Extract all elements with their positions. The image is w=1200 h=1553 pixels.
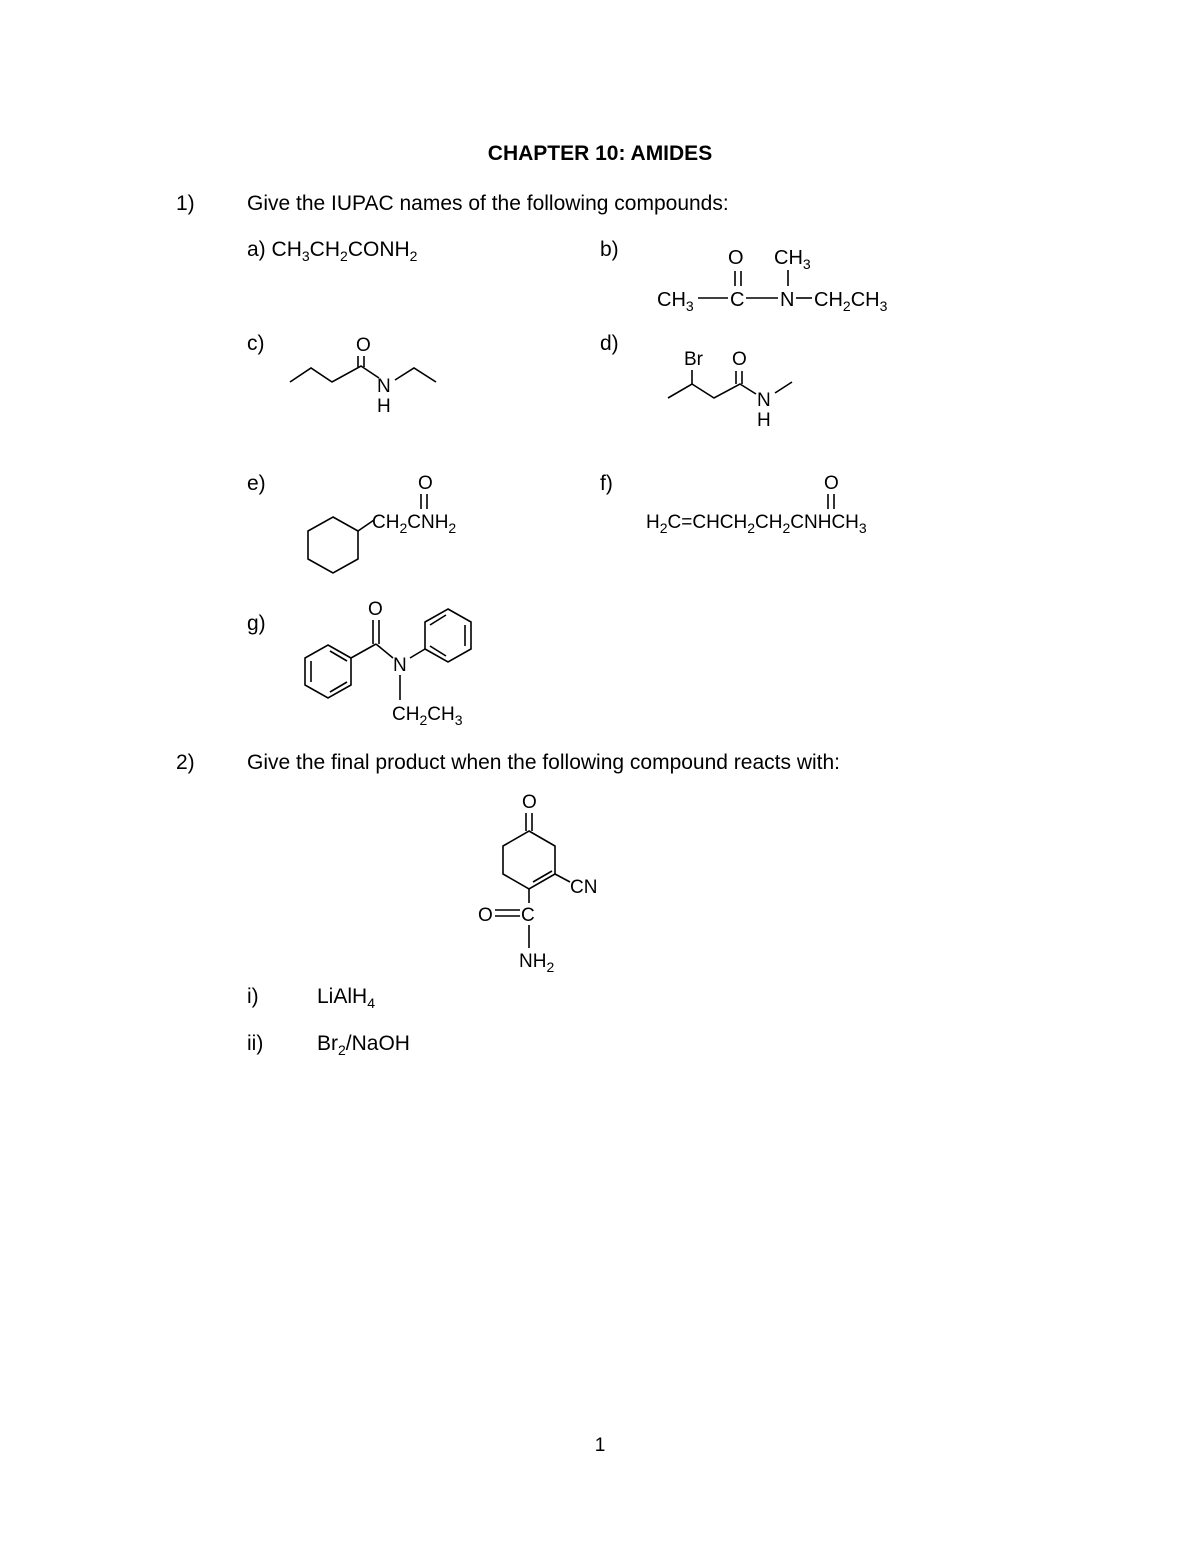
svg-text:CH3: $CH_3$ [774,247,811,272]
reagent-1: LiAlH$_4$ [317,985,375,1012]
svg-text:CH3: $CH_3$ [657,289,694,314]
svg-text:C: C [730,289,745,311]
b-oxygen: O [728,247,744,269]
svg-text:N: N [757,390,771,411]
svg-text:Br: Br [684,349,703,370]
item-c-label: c) [247,332,265,355]
svg-text:O: O [478,905,493,926]
svg-text:N: N [780,289,795,311]
page-number: 1 [594,1435,606,1456]
item-e-label: e) [247,472,266,495]
item-b-label: b) [600,238,619,261]
svg-text:O: O [356,335,371,356]
svg-text:N: N [377,376,391,397]
svg-text:CN: CN [570,877,598,898]
reagent-2: $Br_2$/NaOH [317,1032,410,1059]
svg-text:N: N [393,655,407,676]
svg-text:H: H [757,410,771,431]
page-title: CHAPTER 10: AMIDES [487,142,713,165]
reagent-2-label: ii) [247,1032,264,1055]
question-1-number: 1) [176,192,195,215]
item-d-label: d) [600,332,619,355]
svg-text:H: H [377,396,391,417]
svg-text:O: O [732,349,747,370]
svg-text:O: O [522,792,537,813]
svg-text:C: C [521,905,535,926]
question-2-number: 2) [176,751,195,774]
question-2-prompt: Give the final product when the following compound reacts with: [247,751,840,774]
svg-text:CH2CH3: $CH_2CH_3$ [392,704,463,728]
item-a-formula: $CH_3CH_2CONH_2$ [271,238,418,265]
item-g-label: g) [247,612,266,635]
svg-text:CH2CH3: $CH_2CH_3$ [814,289,888,314]
svg-text:H2C=CHCH2CH2CNHCH3: $H_2C=CHCH_2CH_2CNHCH_3$ [646,512,867,536]
item-f-label: f) [600,472,613,495]
question-1-prompt: Give the IUPAC names of the following compounds: [247,192,729,215]
svg-text:O: O [824,473,839,494]
svg-text:NH2: $NH_2$ [519,951,555,975]
svg-text:O: O [368,599,383,620]
svg-text:O: O [418,473,433,494]
reagent-1-label: i) [247,985,259,1008]
svg-text:CH2CNH2: $CH_2CNH_2$ [372,512,457,536]
item-a-label: a) [247,238,266,261]
